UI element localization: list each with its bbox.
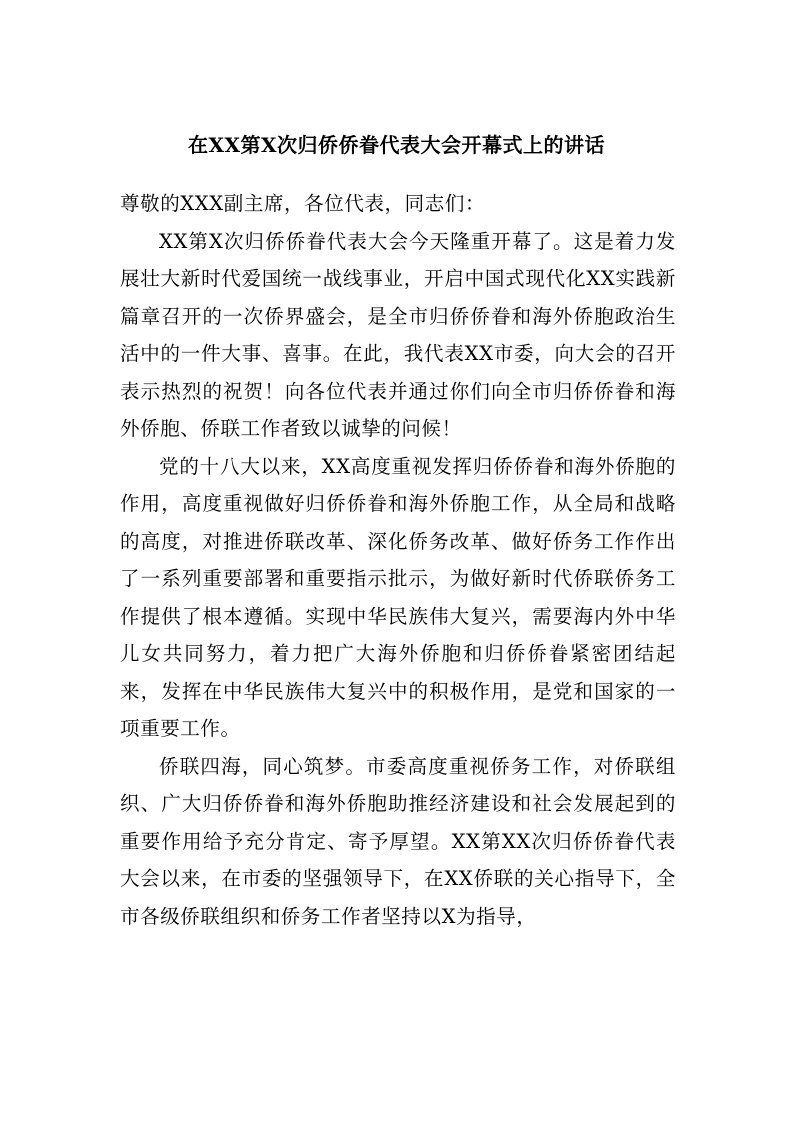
paragraph-opening: XX第X次归侨侨眷代表大会今天隆重开幕了。这是着力发展壮大新时代爱国统一战线事业，开启中国式现代化XX实践新篇章召开的一次侨界盛会，是全市归侨侨眷和海外侨胞政治生活中的一件大事、喜事。在此，我代表XX市委，向大会的召开表示热烈的祝贺！向各位代表并通过你们向全市归侨侨眷和海外侨胞、侨联工作者致以诚挚的问候！ bbox=[120, 229, 676, 440]
paragraph-party-congress: 党的十八大以来，XX高度重视发挥归侨侨眷和海外侨胞的作用，高度重视做好归侨侨眷和海外侨胞工作，从全局和战略的高度，对推进侨联改革、深化侨务改革、做好侨务工作作出了一系列重要部署和重要指示批示，为做好新时代侨联侨务工作提供了根本遵循。实现中华民族伟大复兴，需要海内外中华儿女共同努力，着力把广大海外侨胞和归侨侨眷紧密团结起来，发挥在中华民族伟大复兴中的积极作用，是党和国家的一项重要工作。 bbox=[120, 454, 676, 740]
salutation: 尊敬的XXX副主席，各位代表，同志们： bbox=[120, 192, 486, 215]
paragraph-overseas-chinese: 侨联四海，同心筑梦。市委高度重视侨务工作，对侨联组织、广大归侨侨眷和海外侨胞助推经济建设和社会发展起到的重要作用给予充分肯定、寄予厚望。XX第XX次归侨侨眷代表大会以来，在市委的坚强领导下，在XX侨联的关心指导下，全市各级侨联组织和侨务工作者坚持以X为指导， bbox=[120, 754, 676, 928]
document-body bbox=[120, 185, 676, 935]
document-title: 在XX第X次归侨侨眷代表大会开幕式上的讲话 bbox=[187, 133, 606, 157]
